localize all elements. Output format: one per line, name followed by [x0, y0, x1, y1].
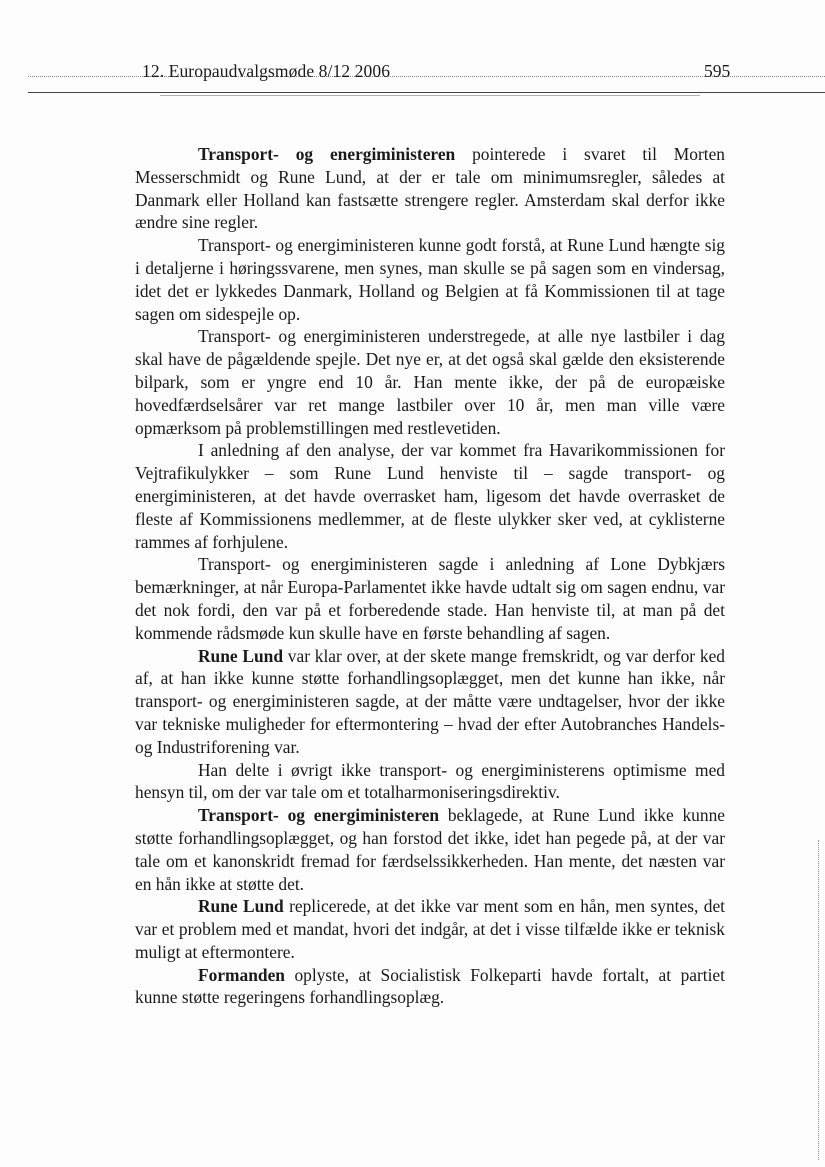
paragraph-text: beklagede, at Rune Lund ikke kunne støtte forhandlingsoplægget, og han forstod det ikke, idet han pegede på, at der var tale om et kanonskridt fremad for færdselssikkerheden. Han mente, det næsten var en hån ikke at støtte det.	[135, 805, 725, 894]
paragraph	[135, 143, 725, 234]
paragraph	[135, 804, 725, 895]
paragraph-text: oplyste, at Socialistisk Folkeparti havde fortalt, at partiet kunne støtte regeringens forhandlingsoplæg.	[135, 964, 725, 1008]
paragraph	[135, 234, 725, 325]
speaker-name: Transport- og energiministeren	[198, 805, 440, 826]
paragraph	[135, 964, 725, 1010]
header-rule-shadow	[160, 95, 700, 96]
paragraph-text: var klar over, at der skete mange fremskridt, og var derfor ked af, at han ikke kunne støtte forhandlingsoplægget, men det kunne han ikke, når transport- og energiministeren sagde, at der måtte være undtagelser, hvor der ikke var tekniske muligheder for eftermontering – hvad der efter Autobranches Handels- og Industriforening var.	[135, 645, 725, 757]
page-number: 595	[704, 61, 731, 81]
paragraph	[135, 553, 725, 644]
speaker-name: Transport- og energiministeren	[198, 144, 456, 164]
paragraph-text: I anledning af den analyse, der var kommet fra Havarikommissionen for Vejtrafikulykker – som Rune Lund henviste til – sagde transport- og energiministeren, at det havde overrasket ham, ligesom det havde overrasket de fleste af Kommissionens medlemmer, at de fleste ulykker sker ved, at cyklisterne rammes af forhjulene.	[135, 440, 725, 552]
paragraph-text: Transport- og energiministeren understregede, at alle nye lastbiler i dag skal have de pågældende spejle. Det nye er, at det også skal gælde den eksisterende bilpark, som er yngre end 10 år. Han mente ikke, der på de europæiske hovedfærdselsårer var ret mange lastbiler over 10 år, men man ville være opmærksom på problemstillingen med restlevetiden.	[135, 326, 725, 438]
paragraph	[135, 325, 725, 439]
speaker-name: Formanden	[198, 964, 285, 985]
paragraph-text: pointerede i svaret til Morten Messerschmidt og Rune Lund, at der er tale om minimumsregler, således at Danmark eller Holland kan fastsætte strengere regler. Amsterdam skal derfor ikke ændre sine regler.	[135, 144, 725, 233]
body-text	[135, 143, 725, 1009]
paragraph-text: replicerede, at det ikke var ment som en hån, men syntes, det var et problem med et mandat, hvori det indgår, at det i visse tilfælde ikke er teknisk muligt at eftermontere.	[135, 896, 725, 962]
paragraph	[135, 439, 725, 553]
paragraph	[135, 645, 725, 759]
paragraph-text: Transport- og energiministeren kunne godt forstå, at Rune Lund hængte sig i detaljerne i høringssvarene, men synes, man skulle se på sagen som en vindersag, idet det er lykkedes Danmark, Holland og Belgien at få Kommissionen til at tage sagen om sidespejle op.	[135, 235, 725, 324]
paragraph	[135, 895, 725, 963]
scan-edge-mark	[818, 840, 819, 1160]
paragraph-text: Han delte i øvrigt ikke transport- og energiministerens optimisme med hensyn til, om der var tale om et totalharmoniseringsdirektiv.	[135, 759, 725, 803]
header-title: 12. Europaudvalgsmøde 8/12 2006	[142, 61, 391, 81]
paragraph	[135, 759, 725, 805]
header-rule	[28, 92, 825, 93]
speaker-name: Rune Lund	[198, 645, 284, 666]
speaker-name: Rune Lund	[198, 896, 284, 917]
paragraph-text: Transport- og energiministeren sagde i anledning af Lone Dybkjærs bemærkninger, at når Europa-Parlamentet ikke havde udtalt sig om sagen endnu, var det nok fordi, den var på et forberedende stade. Han henviste til, at man på det kommende rådsmøde kun skulle have en første behandling af sagen.	[135, 554, 725, 643]
